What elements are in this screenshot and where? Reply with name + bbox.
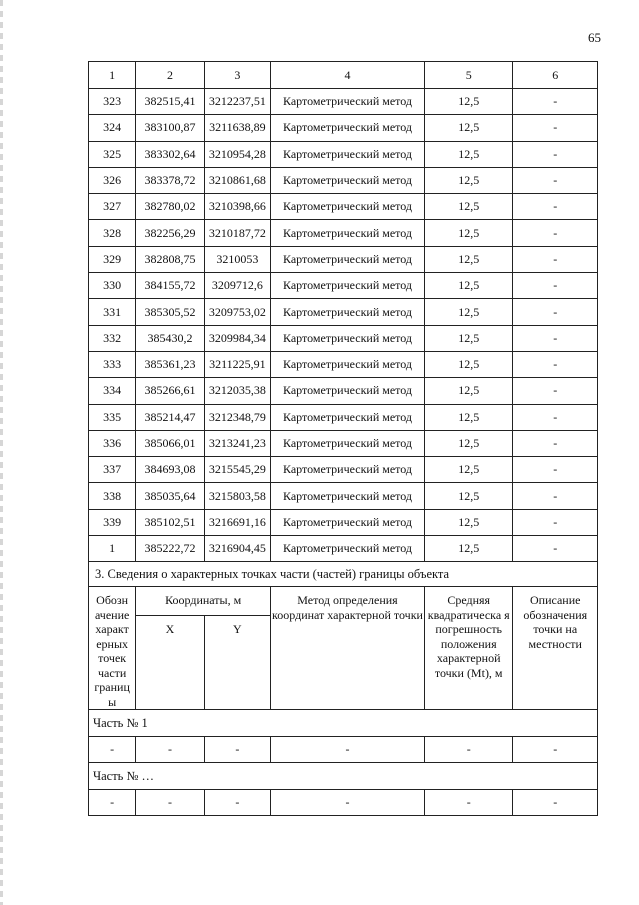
table-row [89, 299, 598, 325]
table-row [89, 404, 598, 430]
error-header: Средняя квадратическа я погрешность положения характерной точки (Mt), м [424, 587, 513, 710]
dash-cell: - [513, 790, 598, 816]
dash-cell: - [136, 737, 204, 763]
method-cell: Картометрический метод [271, 220, 425, 246]
table-row [89, 483, 598, 509]
method-cell: Картометрический метод [271, 325, 425, 351]
y-coordinate-cell: 3212035,38 [204, 378, 270, 404]
x-coordinate-cell: 383378,72 [136, 167, 204, 193]
method-header: Метод определения координат характерной точки [271, 587, 425, 710]
x-coordinate-cell: 385361,23 [136, 351, 204, 377]
point-number-cell: 325 [89, 141, 136, 167]
part-1-label: Часть № 1 [89, 710, 598, 737]
dash-cell: - [136, 790, 204, 816]
dash-cell: - [424, 737, 513, 763]
x-coordinate-cell: 385305,52 [136, 299, 204, 325]
dash-cell: - [424, 790, 513, 816]
x-coordinate-cell: 384155,72 [136, 273, 204, 299]
dash-cell: - [204, 737, 270, 763]
y-coordinate-cell: 3215803,58 [204, 483, 270, 509]
error-cell: 12,5 [424, 378, 513, 404]
x-coordinate-cell: 385266,61 [136, 378, 204, 404]
table-row [89, 246, 598, 272]
method-cell: Картометрический метод [271, 378, 425, 404]
table-row [89, 115, 598, 141]
point-number-cell: 331 [89, 299, 136, 325]
y-coordinate-cell: 3212348,79 [204, 404, 270, 430]
error-cell: 12,5 [424, 167, 513, 193]
point-number-cell: 334 [89, 378, 136, 404]
y-header: Y [204, 616, 270, 710]
description-cell: - [513, 430, 598, 456]
dash-cell: - [204, 790, 270, 816]
error-cell: 12,5 [424, 509, 513, 535]
point-number-cell: 336 [89, 430, 136, 456]
x-coordinate-cell: 385222,72 [136, 536, 204, 562]
column-number: 3 [204, 62, 270, 89]
method-cell: Картометрический метод [271, 299, 425, 325]
error-cell: 12,5 [424, 457, 513, 483]
method-cell: Картометрический метод [271, 141, 425, 167]
section-header-row [89, 587, 598, 616]
table-row [89, 378, 598, 404]
point-number-cell: 327 [89, 194, 136, 220]
table-row [89, 220, 598, 246]
point-number-cell: 323 [89, 89, 136, 115]
description-cell: - [513, 194, 598, 220]
x-coordinate-cell: 384693,08 [136, 457, 204, 483]
x-coordinate-cell: 383100,87 [136, 115, 204, 141]
x-coordinate-cell: 382808,75 [136, 246, 204, 272]
description-cell: - [513, 220, 598, 246]
dash-cell: - [271, 737, 425, 763]
part-1-row [89, 710, 598, 737]
column-number: 4 [271, 62, 425, 89]
error-cell: 12,5 [424, 273, 513, 299]
method-cell: Картометрический метод [271, 509, 425, 535]
point-number-cell: 1 [89, 536, 136, 562]
error-cell: 12,5 [424, 220, 513, 246]
x-coordinate-cell: 385214,47 [136, 404, 204, 430]
method-cell: Картометрический метод [271, 167, 425, 193]
column-number-row [89, 62, 598, 89]
error-cell: 12,5 [424, 194, 513, 220]
point-number-cell: 335 [89, 404, 136, 430]
y-coordinate-cell: 3216904,45 [204, 536, 270, 562]
y-coordinate-cell: 3210954,28 [204, 141, 270, 167]
error-cell: 12,5 [424, 404, 513, 430]
method-cell: Картометрический метод [271, 351, 425, 377]
method-cell: Картометрический метод [271, 246, 425, 272]
column-number: 6 [513, 62, 598, 89]
designation-header: Обозн ачение характ ерных точек части границ ы [89, 587, 136, 710]
table-row [89, 509, 598, 535]
table-row [89, 536, 598, 562]
table-row [89, 167, 598, 193]
x-coordinate-cell: 382780,02 [136, 194, 204, 220]
method-cell: Картометрический метод [271, 430, 425, 456]
part-n-row [89, 763, 598, 790]
error-cell: 12,5 [424, 325, 513, 351]
description-cell: - [513, 404, 598, 430]
part-1-data-row [89, 737, 598, 763]
part-n-label: Часть № … [89, 763, 598, 790]
error-cell: 12,5 [424, 141, 513, 167]
x-coordinate-cell: 383302,64 [136, 141, 204, 167]
point-number-cell: 338 [89, 483, 136, 509]
y-coordinate-cell: 3213241,23 [204, 430, 270, 456]
method-cell: Картометрический метод [271, 404, 425, 430]
section-title: 3. Сведения о характерных точках части (частей) границы объекта [89, 562, 598, 587]
coordinates-table [88, 61, 598, 816]
error-cell: 12,5 [424, 536, 513, 562]
description-cell: - [513, 509, 598, 535]
point-number-cell: 328 [89, 220, 136, 246]
y-coordinate-cell: 3209984,34 [204, 325, 270, 351]
y-coordinate-cell: 3210398,66 [204, 194, 270, 220]
description-cell: - [513, 483, 598, 509]
table-row [89, 273, 598, 299]
point-number-cell: 326 [89, 167, 136, 193]
x-coordinate-cell: 382515,41 [136, 89, 204, 115]
y-coordinate-cell: 3215545,29 [204, 457, 270, 483]
y-coordinate-cell: 3209712,6 [204, 273, 270, 299]
column-number: 2 [136, 62, 204, 89]
page-number: 65 [588, 30, 601, 45]
table-row [89, 194, 598, 220]
description-cell: - [513, 536, 598, 562]
method-cell: Картометрический метод [271, 194, 425, 220]
column-number: 1 [89, 62, 136, 89]
x-coordinate-cell: 385035,64 [136, 483, 204, 509]
error-cell: 12,5 [424, 299, 513, 325]
error-cell: 12,5 [424, 430, 513, 456]
error-cell: 12,5 [424, 483, 513, 509]
description-cell: - [513, 299, 598, 325]
table-row [89, 351, 598, 377]
x-coordinate-cell: 385430,2 [136, 325, 204, 351]
error-cell: 12,5 [424, 115, 513, 141]
y-coordinate-cell: 3210053 [204, 246, 270, 272]
y-coordinate-cell: 3210861,68 [204, 167, 270, 193]
method-cell: Картометрический метод [271, 536, 425, 562]
table-row [89, 430, 598, 456]
description-cell: - [513, 457, 598, 483]
x-header: X [136, 616, 204, 710]
point-number-cell: 339 [89, 509, 136, 535]
description-cell: - [513, 167, 598, 193]
table-row [89, 141, 598, 167]
dash-cell: - [271, 790, 425, 816]
description-header: Описание обозначения точки на местности [513, 587, 598, 710]
point-number-cell: 333 [89, 351, 136, 377]
scan-edge [0, 0, 3, 905]
x-coordinate-cell: 385102,51 [136, 509, 204, 535]
error-cell: 12,5 [424, 246, 513, 272]
table-row [89, 89, 598, 115]
description-cell: - [513, 246, 598, 272]
description-cell: - [513, 273, 598, 299]
description-cell: - [513, 141, 598, 167]
description-cell: - [513, 378, 598, 404]
error-cell: 12,5 [424, 89, 513, 115]
dash-cell: - [89, 790, 136, 816]
y-coordinate-cell: 3216691,16 [204, 509, 270, 535]
method-cell: Картометрический метод [271, 115, 425, 141]
y-coordinate-cell: 3211225,91 [204, 351, 270, 377]
part-n-data-row [89, 790, 598, 816]
method-cell: Картометрический метод [271, 89, 425, 115]
x-coordinate-cell: 382256,29 [136, 220, 204, 246]
x-coordinate-cell: 385066,01 [136, 430, 204, 456]
point-number-cell: 330 [89, 273, 136, 299]
y-coordinate-cell: 3210187,72 [204, 220, 270, 246]
point-number-cell: 337 [89, 457, 136, 483]
description-cell: - [513, 325, 598, 351]
description-cell: - [513, 351, 598, 377]
method-cell: Картометрический метод [271, 273, 425, 299]
description-cell: - [513, 89, 598, 115]
table-row [89, 325, 598, 351]
y-coordinate-cell: 3212237,51 [204, 89, 270, 115]
coordinates-header: Координаты, м [136, 587, 271, 616]
column-number: 5 [424, 62, 513, 89]
point-number-cell: 329 [89, 246, 136, 272]
table-row [89, 457, 598, 483]
description-cell: - [513, 115, 598, 141]
method-cell: Картометрический метод [271, 457, 425, 483]
error-cell: 12,5 [424, 351, 513, 377]
method-cell: Картометрический метод [271, 483, 425, 509]
y-coordinate-cell: 3211638,89 [204, 115, 270, 141]
dash-cell: - [513, 737, 598, 763]
section-title-row [89, 562, 598, 587]
dash-cell: - [89, 737, 136, 763]
y-coordinate-cell: 3209753,02 [204, 299, 270, 325]
point-number-cell: 324 [89, 115, 136, 141]
point-number-cell: 332 [89, 325, 136, 351]
